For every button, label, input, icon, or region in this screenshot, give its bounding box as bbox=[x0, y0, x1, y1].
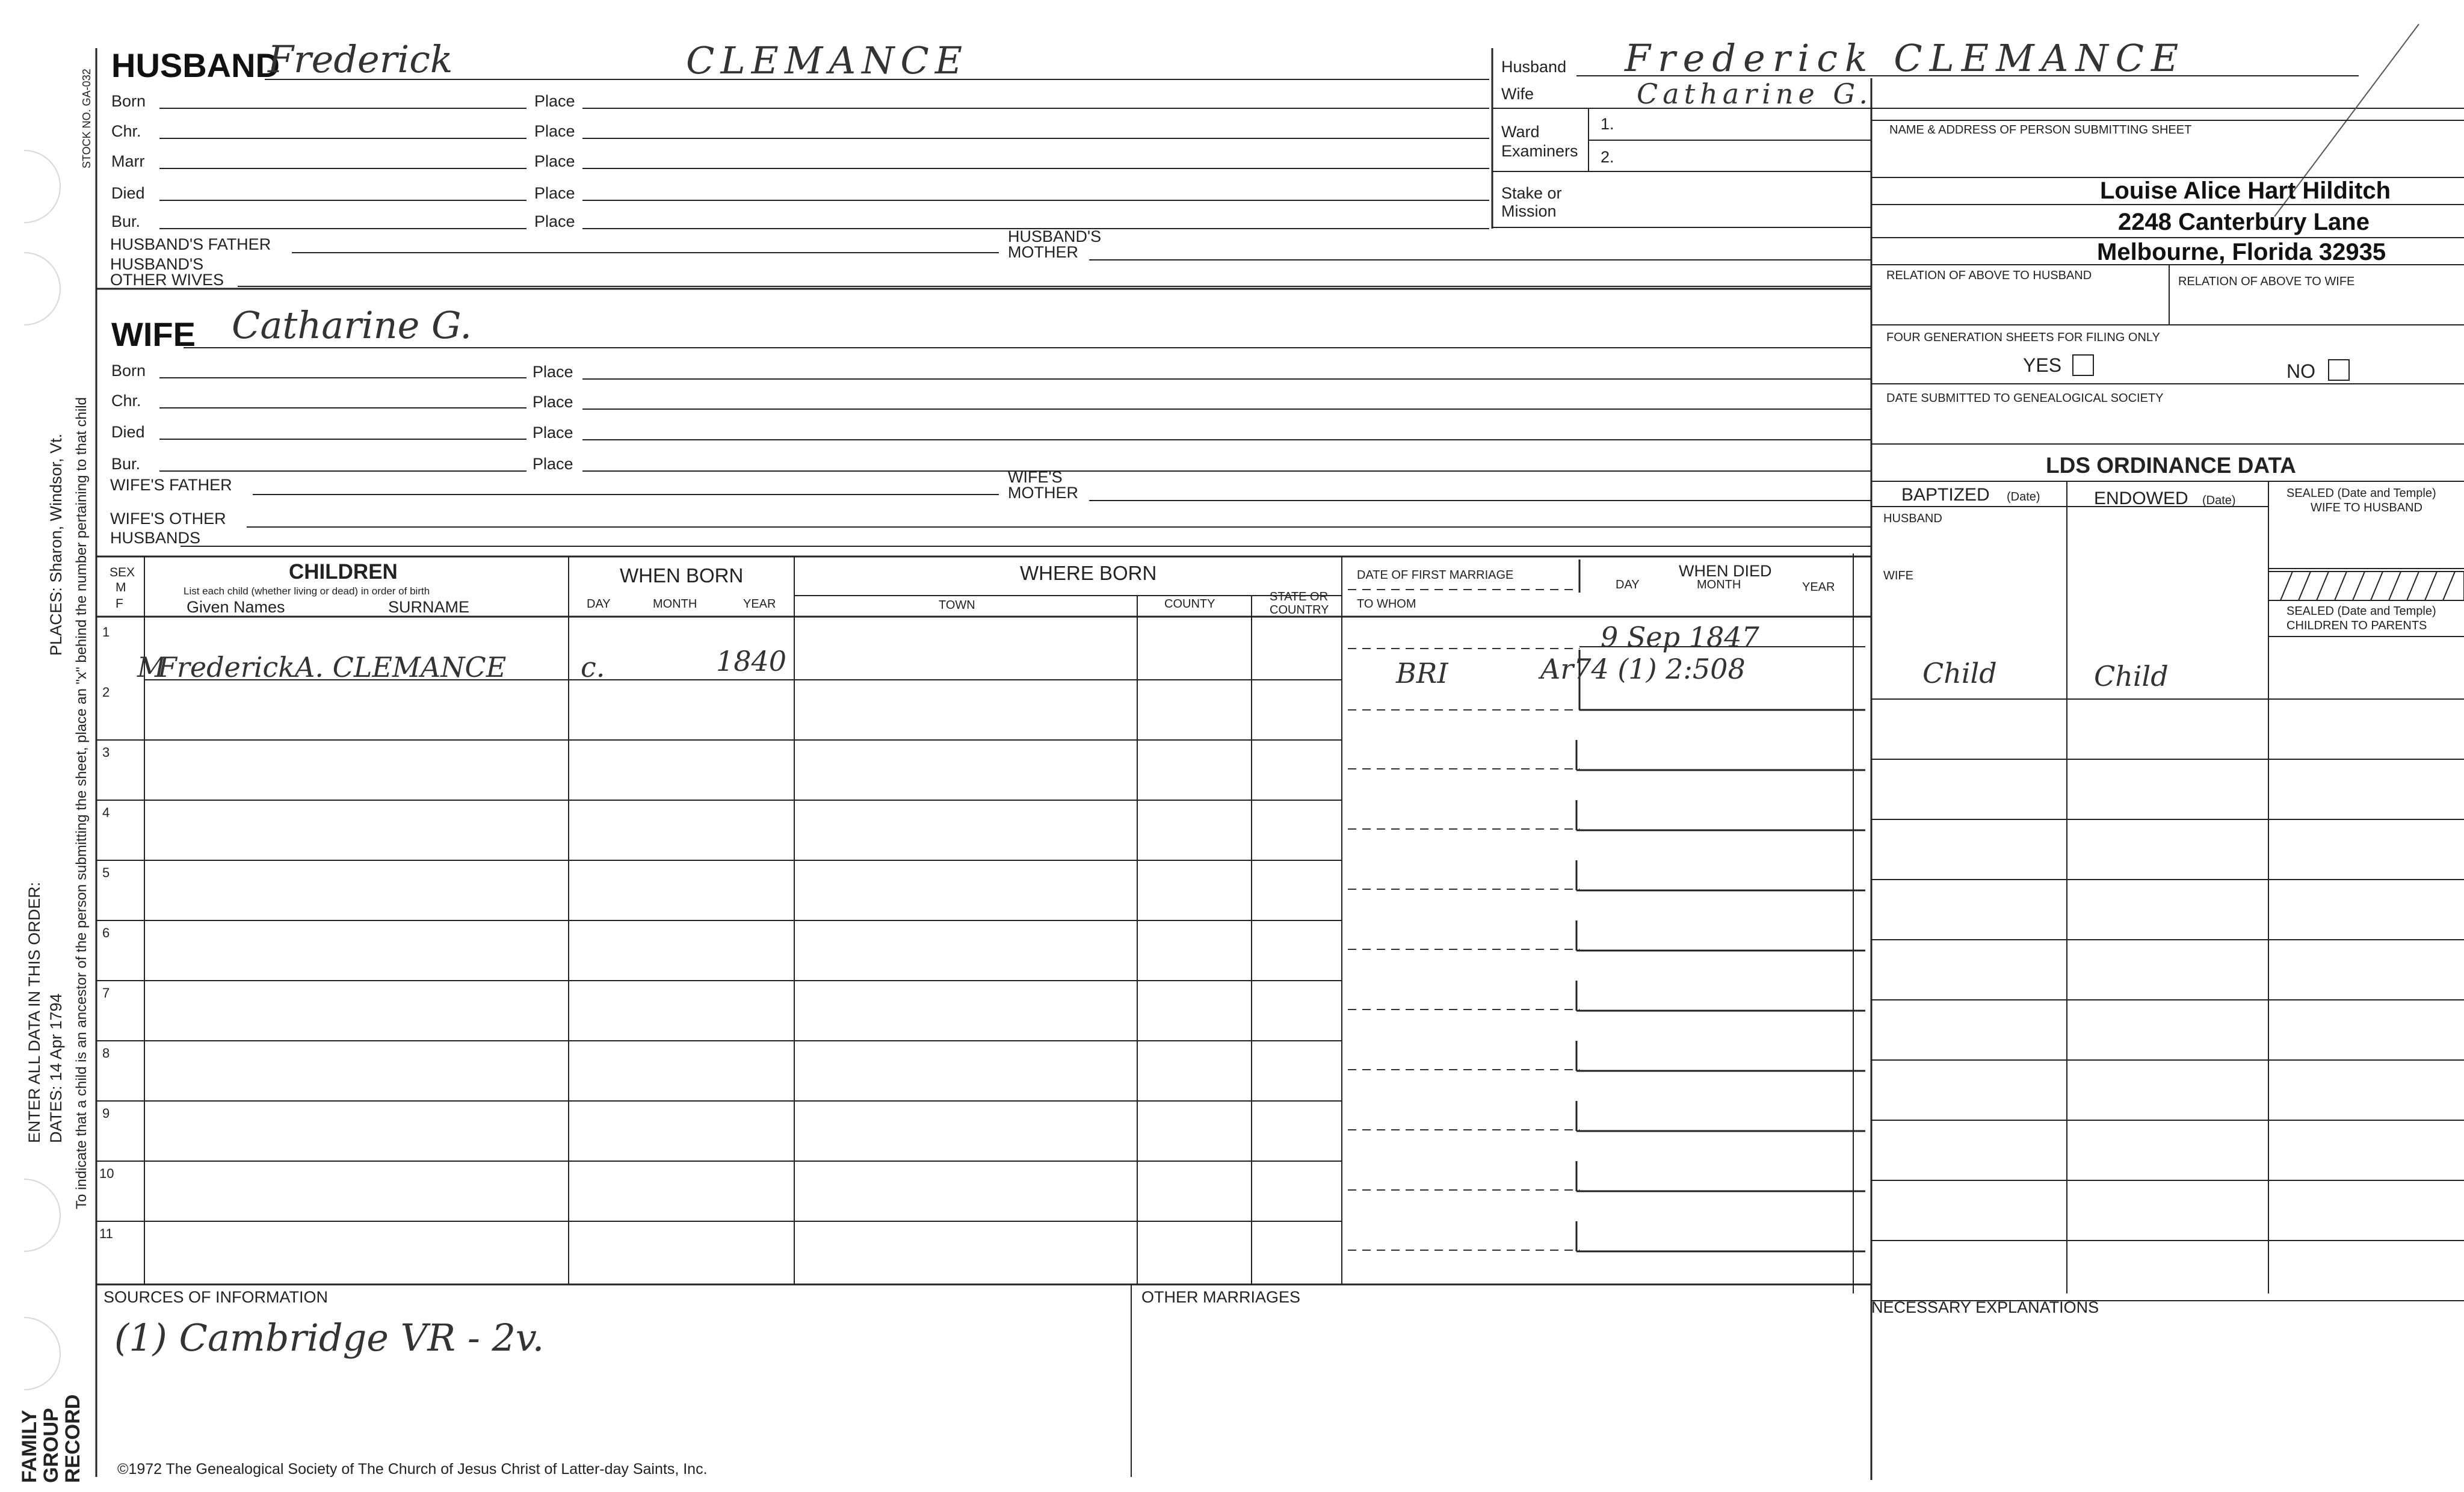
born-month-header: MONTH bbox=[653, 597, 697, 611]
wife-event-rows bbox=[111, 362, 1871, 473]
where-born-header: WHERE BORN bbox=[1020, 562, 1157, 584]
group-label: GROUP bbox=[40, 1408, 63, 1483]
husband-mother-label-line1: HUSBAND'S bbox=[1008, 227, 1102, 245]
died-year-header: YEAR bbox=[1802, 581, 1835, 594]
header-husband-value: Frederick CLEMANCE bbox=[1625, 36, 2186, 80]
other-marriages-label: OTHER MARRIAGES bbox=[1141, 1288, 1301, 1306]
sources-value: (1) Cambridge VR - 2v. bbox=[114, 1316, 545, 1360]
child1-sex: M bbox=[137, 651, 166, 683]
wife-other-husbands-line2: HUSBANDS bbox=[110, 529, 201, 547]
state-header-1: STATE OR bbox=[1270, 590, 1329, 603]
husband-bur-label: Bur. bbox=[111, 212, 141, 230]
row-number: 11 bbox=[99, 1226, 113, 1241]
row-number: 9 bbox=[102, 1106, 110, 1121]
child1-born-day: c. bbox=[581, 651, 605, 683]
wife-other-husbands-line1: WIFE'S OTHER bbox=[110, 510, 226, 528]
husband-died-place-label: Place bbox=[534, 184, 575, 202]
children-table bbox=[96, 556, 1871, 1284]
wife-died-label: Died bbox=[111, 423, 145, 441]
row-number: 7 bbox=[102, 985, 110, 1000]
child1-marriage-note: BRI bbox=[1396, 657, 1448, 689]
stake-label: Stake or bbox=[1501, 184, 1562, 202]
date-submitted-label: DATE SUBMITTED TO GENEALOGICAL SOCIETY bbox=[1886, 392, 2164, 405]
header-wife-label: Wife bbox=[1501, 85, 1534, 103]
wife-chr-label: Chr. bbox=[111, 392, 141, 410]
baptized-label: BAPTIZED bbox=[1901, 485, 1990, 505]
sealed-children-label-1: SEALED (Date and Temple) bbox=[2286, 605, 2436, 618]
submitter-city: Melbourne, Florida 32935 bbox=[2097, 239, 2386, 265]
state-header-2: COUNTRY bbox=[1270, 603, 1329, 617]
husband-died-label: Died bbox=[111, 184, 145, 202]
child1-born-year: 1840 bbox=[716, 645, 787, 677]
wife-bur-place-label: Place bbox=[533, 455, 573, 473]
town-header: TOWN bbox=[939, 599, 975, 612]
sex-header-2: M bbox=[116, 581, 126, 594]
submitter-box bbox=[1871, 120, 2464, 444]
wife-mother-label-line1: WIFE'S bbox=[1008, 468, 1063, 486]
places-instruction: PLACES: Sharon, Windsor, Vt. bbox=[47, 433, 65, 656]
form-frame bbox=[96, 48, 1871, 1480]
children-header: CHILDREN bbox=[289, 560, 398, 584]
hatched-cell bbox=[2268, 572, 2464, 600]
died-day-header: DAY bbox=[1616, 578, 1640, 591]
death-marriage-cells bbox=[1348, 647, 1865, 1251]
row-number: 8 bbox=[102, 1046, 110, 1061]
yes-label: YES bbox=[2023, 354, 2062, 376]
endowed-label: ENDOWED bbox=[2094, 489, 2188, 508]
when-born-header: WHEN BORN bbox=[620, 564, 744, 587]
lds-title: LDS ORDINANCE DATA bbox=[2046, 453, 2296, 478]
submitter-label: NAME & ADDRESS OF PERSON SUBMITTING SHEET bbox=[1889, 123, 2192, 137]
row-number: 5 bbox=[102, 865, 110, 880]
born-year-header: YEAR bbox=[743, 597, 776, 611]
county-header: COUNTY bbox=[1164, 597, 1215, 611]
copyright-notice: ©1972 The Genealogical Society of The Church of Jesus Christ of Latter-day Saints, Inc. bbox=[117, 1461, 708, 1478]
child1-baptized: Child bbox=[1922, 657, 1997, 689]
no-checkbox[interactable] bbox=[2329, 360, 2349, 380]
row-number: 3 bbox=[102, 745, 110, 760]
husband-heading: HUSBAND bbox=[111, 46, 280, 84]
husband-surname: CLEMANCE bbox=[686, 39, 969, 82]
row-number: 4 bbox=[102, 805, 110, 820]
punch-holes bbox=[24, 150, 60, 1390]
four-generation-label: FOUR GENERATION SHEETS FOR FILING ONLY bbox=[1886, 331, 2160, 344]
sex-header-3: F bbox=[116, 597, 123, 611]
endowed-date-label: (Date) bbox=[2202, 494, 2236, 507]
first-marriage-header: DATE OF FIRST MARRIAGE bbox=[1357, 569, 1514, 582]
surname-header: SURNAME bbox=[388, 598, 470, 616]
wife-born-place-label: Place bbox=[533, 363, 573, 381]
to-whom-header: TO WHOM bbox=[1357, 597, 1416, 611]
wife-born-label: Born bbox=[111, 362, 146, 380]
explanations-label: NECESSARY EXPLANATIONS bbox=[1871, 1298, 2099, 1316]
header-wife-value: Catharine G. bbox=[1637, 78, 1873, 110]
husband-marr-place-label: Place bbox=[534, 152, 575, 170]
husband-given-name: Frederick bbox=[268, 37, 453, 81]
husband-bur-place-label: Place bbox=[534, 212, 575, 230]
lds-ordinance-section bbox=[1871, 453, 2464, 1316]
baptized-date-label: (Date) bbox=[2007, 490, 2040, 504]
dates-instruction: DATES: 14 Apr 1794 bbox=[47, 993, 65, 1143]
header-husband-label: Husband bbox=[1501, 58, 1567, 76]
husband-event-rows bbox=[111, 92, 1489, 230]
row-number: 1 bbox=[102, 624, 110, 640]
submitter-name: Louise Alice Hart Hilditch bbox=[2100, 177, 2391, 204]
ward-number-1: 1. bbox=[1601, 115, 1614, 133]
wife-given-name: Catharine G. bbox=[232, 303, 472, 347]
child1-endowed: Child bbox=[2094, 660, 2169, 692]
when-died-header: WHEN DIED bbox=[1679, 562, 1772, 580]
child1-name: FrederickA. CLEMANCE bbox=[158, 651, 507, 683]
died-month-header: MONTH bbox=[1697, 578, 1741, 591]
stock-number: STOCK NO. GA-032 bbox=[81, 69, 93, 168]
husband-other-wives-line2: OTHER WIVES bbox=[110, 271, 224, 289]
family-label: FAMILY bbox=[18, 1410, 41, 1483]
wife-chr-place-label: Place bbox=[533, 393, 573, 411]
record-label: RECORD bbox=[61, 1394, 84, 1483]
husband-marr-label: Marr bbox=[111, 152, 145, 170]
row-number: 6 bbox=[102, 925, 110, 940]
child-ancestor-note: To indicate that a child is an ancestor of the person submitting the sheet, place an "x" behind the number pertaining to that child bbox=[73, 397, 90, 1209]
submitter-street: 2248 Canterbury Lane bbox=[2118, 209, 2370, 235]
husband-chr-place-label: Place bbox=[534, 122, 575, 140]
sealed-children-label-2: CHILDREN TO PARENTS bbox=[2286, 619, 2427, 632]
husband-born-place-label: Place bbox=[534, 92, 575, 110]
husband-other-wives-line1: HUSBAND'S bbox=[110, 255, 204, 273]
row-number: 2 bbox=[102, 685, 110, 700]
lds-wife-label: WIFE bbox=[1883, 569, 1913, 582]
child1-death-date: 9 Sep 1847 bbox=[1601, 621, 1759, 653]
wife-bur-label: Bur. bbox=[111, 455, 141, 473]
enter-data-instruction: ENTER ALL DATA IN THIS ORDER: bbox=[25, 881, 43, 1143]
ward-number-2: 2. bbox=[1601, 148, 1614, 166]
sources-label: SOURCES OF INFORMATION bbox=[103, 1288, 329, 1306]
child1-death-reference: Ar74 (1) 2:508 bbox=[1540, 653, 1746, 685]
born-day-header: DAY bbox=[587, 597, 611, 611]
examiners-label: Examiners bbox=[1501, 142, 1578, 160]
relation-to-husband-label: RELATION OF ABOVE TO HUSBAND bbox=[1886, 269, 2092, 282]
relation-to-wife-label: RELATION OF ABOVE TO WIFE bbox=[2178, 275, 2355, 288]
row-number: 10 bbox=[99, 1166, 114, 1181]
ward-label: Ward bbox=[1501, 123, 1540, 141]
sex-header-1: SEX bbox=[110, 566, 135, 579]
sealed-wife-label-2: WIFE TO HUSBAND bbox=[2311, 501, 2422, 514]
lds-husband-label: HUSBAND bbox=[1883, 512, 1942, 525]
sealed-wife-label-1: SEALED (Date and Temple) bbox=[2286, 487, 2436, 500]
wife-mother-label-line2: MOTHER bbox=[1008, 484, 1078, 502]
mission-label: Mission bbox=[1501, 202, 1557, 220]
wife-father-label: WIFE'S FATHER bbox=[110, 476, 232, 494]
wife-died-place-label: Place bbox=[533, 424, 573, 442]
husband-born-label: Born bbox=[111, 92, 146, 110]
children-subheader: List each child (whether living or dead) in order of birth bbox=[184, 585, 430, 597]
no-label: NO bbox=[2286, 360, 2315, 382]
given-names-header: Given Names bbox=[187, 598, 285, 616]
yes-checkbox[interactable] bbox=[2073, 355, 2093, 375]
husband-father-label: HUSBAND'S FATHER bbox=[110, 235, 271, 253]
husband-mother-label-line2: MOTHER bbox=[1008, 243, 1078, 261]
wife-heading: WIFE bbox=[111, 315, 196, 353]
husband-chr-label: Chr. bbox=[111, 122, 141, 140]
